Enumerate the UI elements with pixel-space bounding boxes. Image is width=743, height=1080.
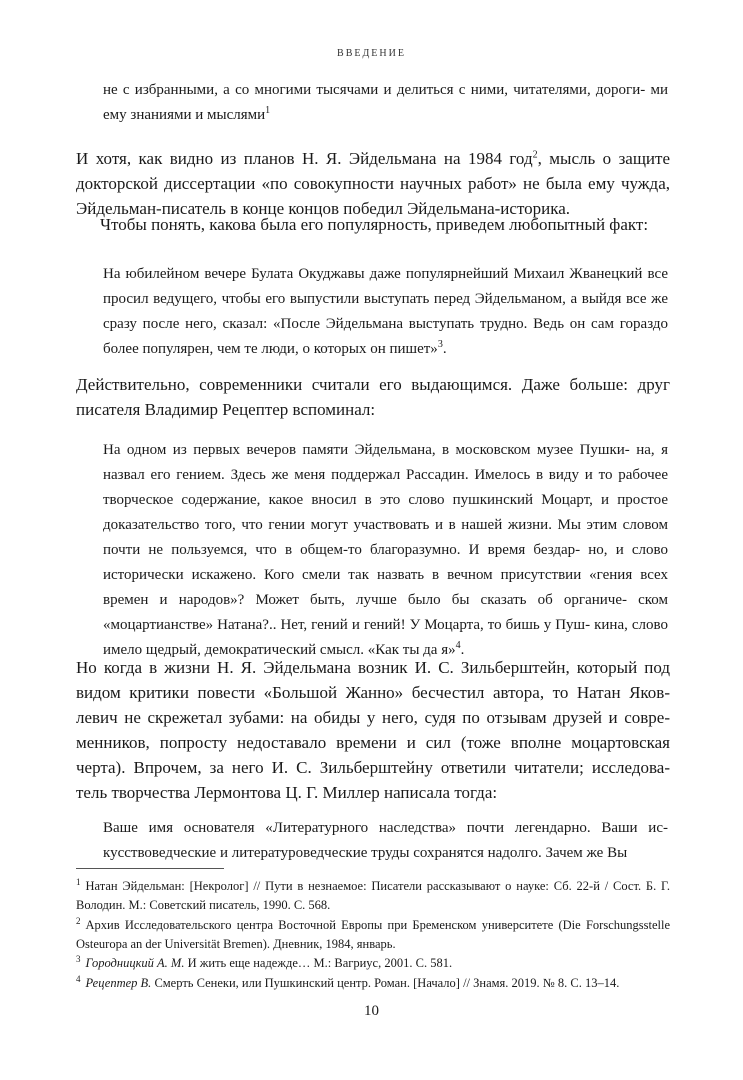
footnote-ref-3[interactable]: 3 bbox=[437, 339, 443, 350]
quote-end: . bbox=[460, 642, 465, 658]
footnote-2 bbox=[76, 916, 670, 954]
footnote-3 bbox=[76, 954, 670, 973]
footnote-text: Архив Исследовательского центра Восточной Европы при Бременском университете (Die Forschungsstelle Osteuropa an der Universität Bremen). Дневник, 1984, январь. bbox=[76, 918, 670, 951]
quote-block-3: Ваше имя основателя «Литературного наследства» почти легендарно. Ваши ис- кусствоведческие и литературоведческие труды сохранятся надолго. Зачем же Вы bbox=[103, 820, 668, 861]
footnote-text: Натан Эйдельман: [Некролог] // Пути в незнаемое: Писатели рассказывают о науке: Сб. 22-й / Сост. Б. Г. Володин. М.: Советский писатель, 1990. С. 568. bbox=[76, 879, 670, 912]
footnote-author: Городницкий А. М. bbox=[85, 956, 185, 970]
footnote-number: 4 bbox=[76, 973, 81, 984]
footnote-ref-1[interactable]: 1 bbox=[265, 105, 271, 116]
footnote-number: 1 bbox=[76, 876, 81, 887]
paragraph-4: Но когда в жизни Н. Я. Эйдельмана возник И. С. Зильберштейн, который под видом критики повести «Большой Жанно» бесчестил автора, то Натан Яков- левич не скрежетал зубами: на обиды у него, судя по отзывам друзей и совре- менников, попросту недоставало времени и сил (тоже вполне моцартовская черта). Впрочем, за него И. С. Зильберштейну ответили читатели; исследова- тель творчества Лермонтова Ц. Г. Миллер написала тогда: bbox=[76, 658, 670, 802]
footnote-4 bbox=[76, 974, 670, 993]
quote-block-1 bbox=[103, 262, 668, 362]
quote-end: . bbox=[442, 341, 447, 357]
footnote-text: И жить еще надежде… М.: Вагриус, 2001. С. 581. bbox=[184, 956, 453, 970]
footnote-separator bbox=[76, 868, 224, 869]
paragraph-text: , мысль о защите докторской диссертации «по совокупности научных работ» не была ему чужда, Эйдельман-писатель в конце концов победил Эйдельмана-историка. bbox=[76, 149, 670, 218]
paragraph-1 bbox=[76, 146, 670, 221]
paragraph-3: Действительно, современники считали его выдающимся. Даже больше: друг писателя Владимир Рецептер вспоминал: bbox=[76, 375, 670, 419]
paragraph-2: Чтобы понять, какова была его популярность, приведем любопытный факт: bbox=[100, 215, 649, 234]
quote-text: не с избранными, а со многими тысячами и делиться с ними, читателями, дороги- ми ему знаниями и мыслями bbox=[103, 82, 668, 123]
quote-text: На юбилейном вечере Булата Окуджавы даже популярнейший Михаил Жванецкий все просил ведущего, чтобы его выпустили выступать перед Эйдельманом, а выйдя все же сразу после него, сказал: «После Эйдельмана выступать трудно. Ведь он сам гораздо более популярен, чем те люди, о которых он пишет» bbox=[103, 266, 668, 357]
footnote-number: 3 bbox=[76, 953, 81, 964]
footnote-text: Смерть Сенеки, или Пушкинский центр. Роман. [Начало] // Знамя. 2019. № 8. С. 13–14. bbox=[151, 976, 620, 990]
running-head: ВВЕДЕНИЕ bbox=[337, 48, 406, 59]
footnote-number: 2 bbox=[76, 915, 81, 926]
footnote-ref-4[interactable]: 4 bbox=[455, 640, 461, 651]
quote-text: На одном из первых вечеров памяти Эйдельмана, в московском музее Пушки- на, я назвал его гением. Здесь же меня поддержал Рассадин. Имелось в виду и то рабочее творческое содержание, какое вносил в это слово пушкинский Моцарт, и простое доказательство того, что гении могут участвовать и в нашей жизни. Мы этим словом почти не пользуемся, что в общем-то благоразумно. И время бездар- но, и слово исторически искажено. Кого смели так назвать в вечном присутствии «гения всех времен и народов»? Может быть, лучше было бы сказать об органиче- ском «моцартианстве» Натана?.. Нет, гений и гений! У Моцарта, то бишь у Пуш- кина, слово имело щедрый, демократический смысл. «Как ты да я» bbox=[103, 442, 668, 658]
page-number: 10 bbox=[364, 1003, 379, 1019]
quote-block-2 bbox=[103, 438, 668, 663]
quote-continuation bbox=[103, 78, 668, 128]
paragraph-text: И хотя, как видно из планов Н. Я. Эйдельмана на 1984 год bbox=[76, 149, 533, 168]
footnote-ref-2[interactable]: 2 bbox=[532, 149, 538, 161]
footnote-1 bbox=[76, 877, 670, 915]
footnote-author: Рецептер В. bbox=[85, 976, 152, 990]
